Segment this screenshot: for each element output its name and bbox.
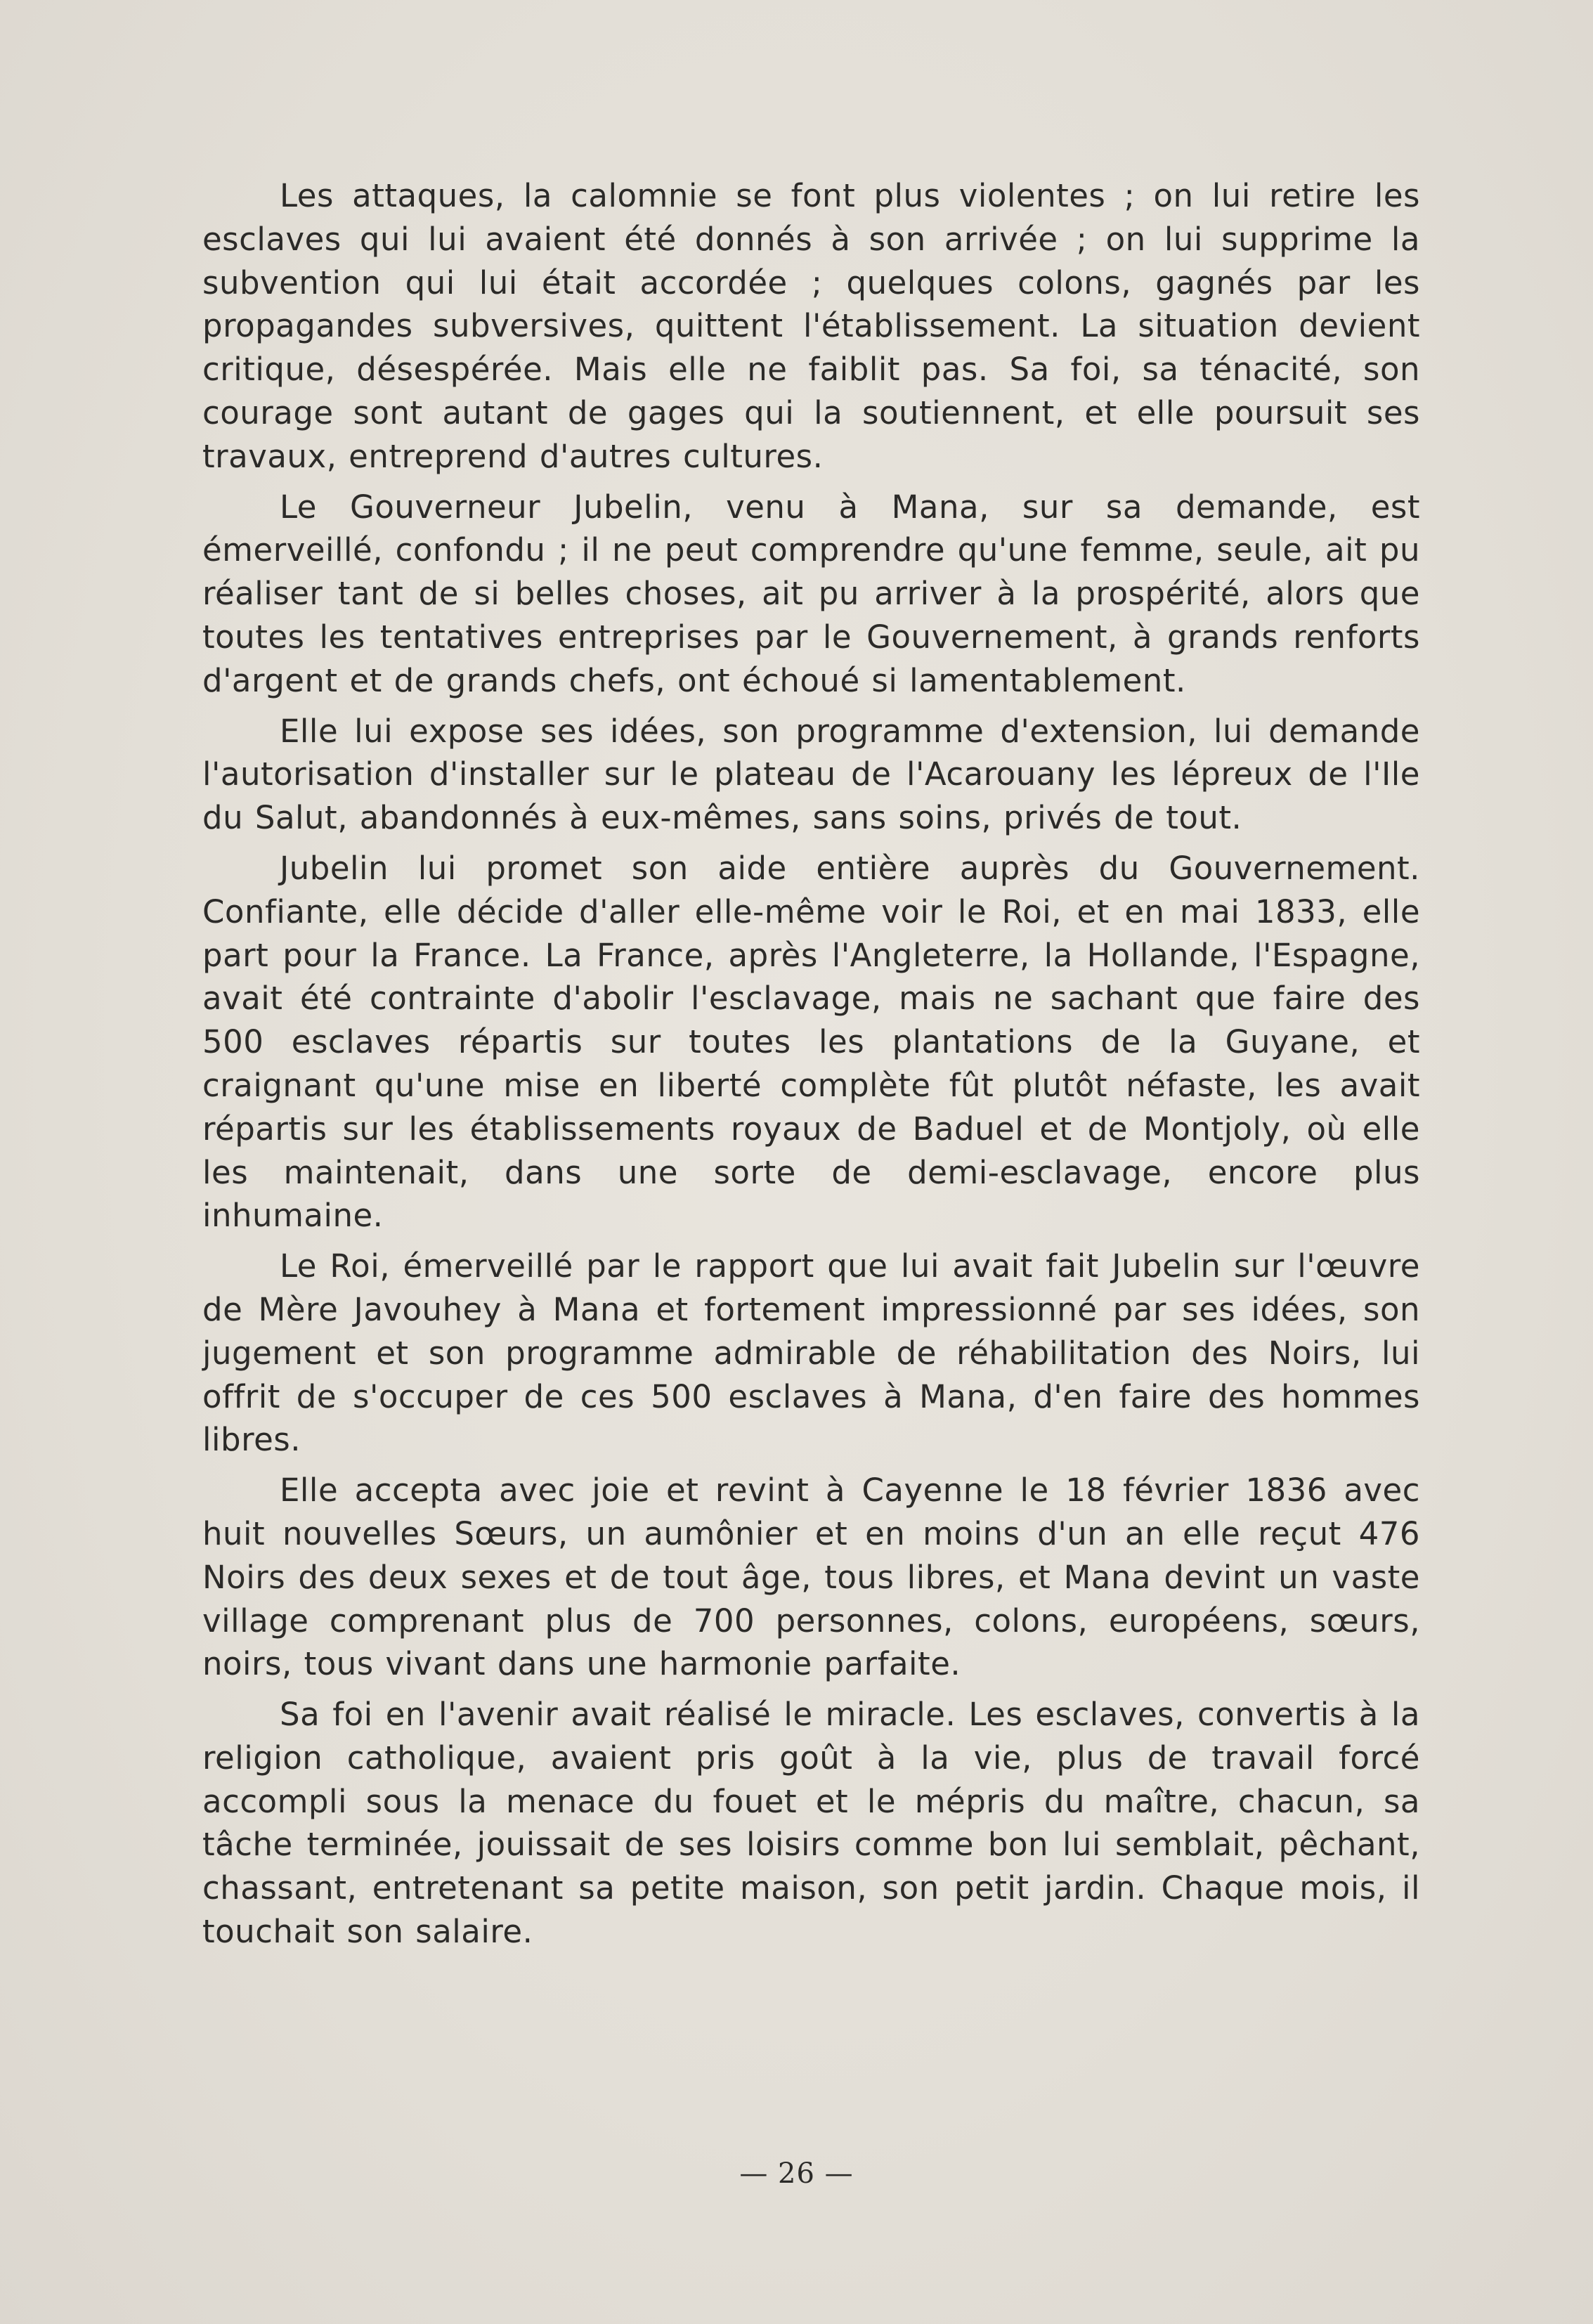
- body-text: [202, 174, 1420, 1961]
- paragraph-4: Jubelin lui promet son aide entière auprès du Gouvernement. Confiante, elle décide d'aller elle-même voir le Roi, et en mai 1833, elle part pour la France. La France, après l'Angleterre, la Hollande, l'Espagne, avait été contrainte d'abolir l'esclavage, mais ne sachant que faire des 500 esclaves répartis sur toutes les plantations de la Guyane, et craignant qu'une mise en liberté complète fût plutôt néfaste, les avait répartis sur les établissements royaux de Baduel et de Montjoly, où elle les maintenait, dans une sorte de demi-esclavage, encore plus inhumaine.: [202, 849, 1420, 1235]
- paragraph-5: Le Roi, émerveillé par le rapport que lui avait fait Jubelin sur l'œuvre de Mère Javouhey à Mana et fortement impressionné par ses idées, son jugement et son programme admirable de réhabilitation des Noirs, lui offrit de s'occuper de ces 500 esclaves à Mana, d'en faire des hommes libres.: [202, 1247, 1420, 1459]
- paragraph-6: Elle accepta avec joie et revint à Cayenne le 18 février 1836 avec huit nouvelles Sœurs, un aumônier et en moins d'un an elle reçut 476 Noirs des deux sexes et de tout âge, tous libres, et Mana devint un vaste village comprenant plus de 700 personnes, colons, européens, sœurs, noirs, tous vivant dans une harmonie parfaite.: [202, 1472, 1420, 1683]
- paragraph-3: Elle lui expose ses idées, son programme d'extension, lui demande l'autorisation d'installer sur le plateau de l'Acarouany les lépreux de l'Ile du Salut, abandonnés à eux-mêmes, sans soins, privés de tout.: [202, 712, 1420, 837]
- paragraph-7: Sa foi en l'avenir avait réalisé le miracle. Les esclaves, convertis à la religion catholique, avaient pris goût à la vie, plus de travail forcé accompli sous la menace du fouet et le mépris du maître, chacun, sa tâche terminée, jouissait de ses loisirs comme bon lui semblait, pêchant, chassant, entretenant sa petite maison, son petit jardin. Chaque mois, il touchait son salaire.: [202, 1696, 1420, 1951]
- paragraph-1: Les attaques, la calomnie se font plus violentes ; on lui retire les esclaves qui lui avaient été donnés à son arrivée ; on lui supprime la subvention qui lui était accordée ; quelques colons, gagnés par les propagandes subversives, quittent l'établissement. La situation devient critique, désespérée. Mais elle ne faiblit pas. Sa foi, sa ténacité, son courage sont autant de gages qui la soutiennent, et elle poursuit ses travaux, entreprend d'autres cultures.: [202, 177, 1420, 475]
- paragraph-2: Le Gouverneur Jubelin, venu à Mana, sur sa demande, est émerveillé, confondu ; il ne peut comprendre qu'une femme, seule, ait pu réaliser tant de si belles choses, ait pu arriver à la prospérité, alors que toutes les tentatives entreprises par le Gouvernement, à grands renforts d'argent et de grands chefs, ont échoué si lamentablement.: [202, 488, 1420, 699]
- page-number: — 26 —: [739, 2157, 854, 2190]
